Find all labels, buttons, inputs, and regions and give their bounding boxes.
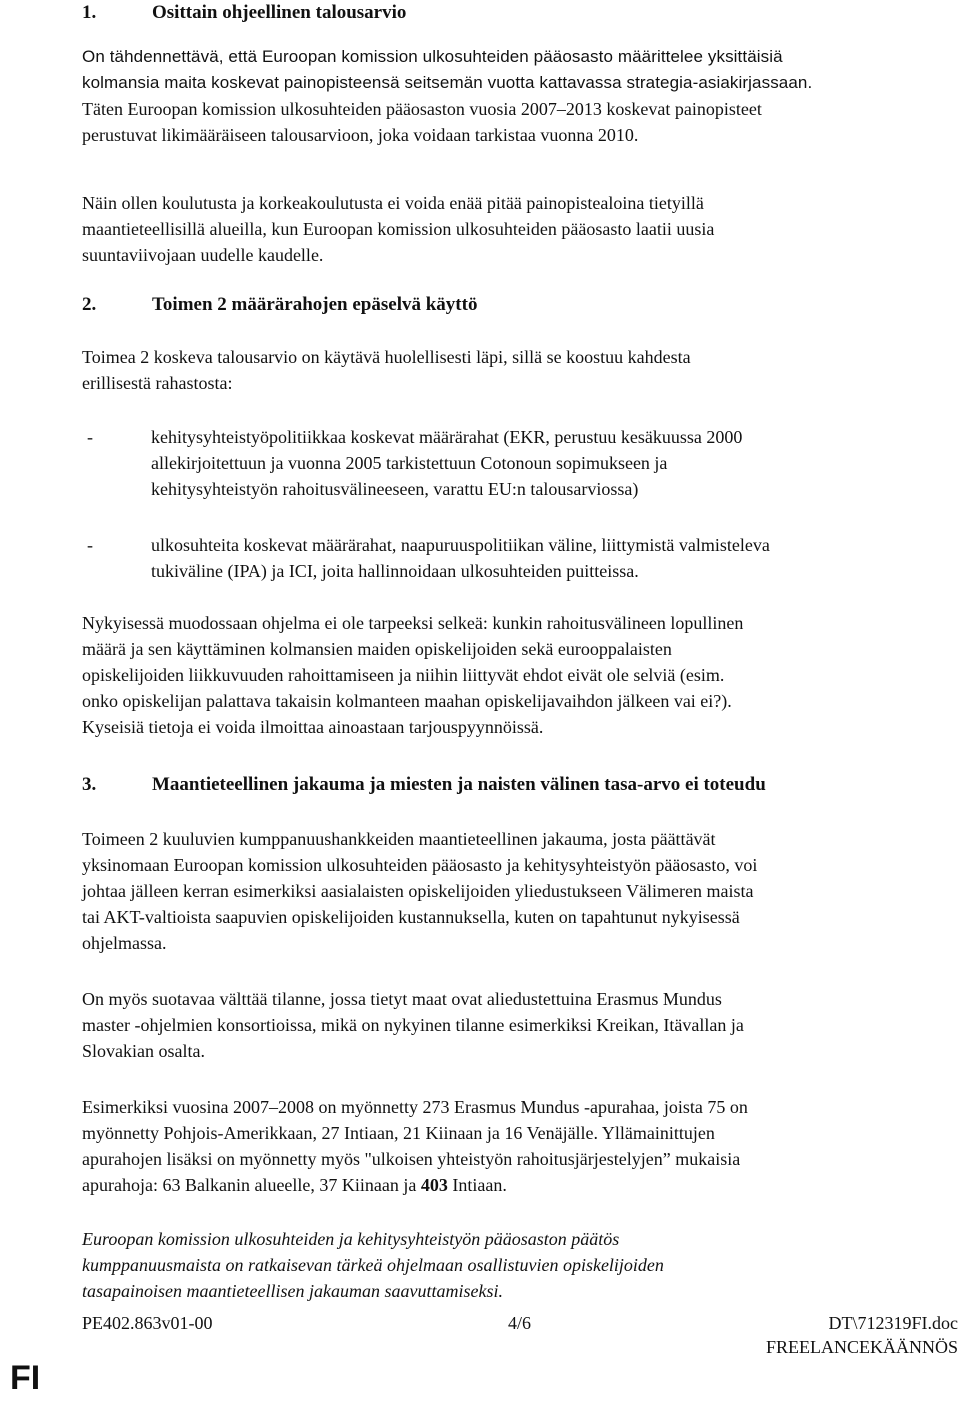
bullet-line: kehitysyhteistyöpolitiikkaa koskevat määrärahat (EKR, perustuu kesäkuussa 2000 [151,427,743,447]
section-3-heading [82,772,942,798]
section-3-paragraph-1 [82,826,757,956]
paragraph-line: kolmansia maita koskevat painopisteensä seitsemän vuotta kattavassa strategia-asiakirjassaan. [82,73,813,92]
language-code: FI [10,1359,41,1397]
paragraph-line: perustuvat likimääräiseen talousarvioon, joka voidaan tarkistaa vuonna 2010. [82,125,639,145]
paragraph-line: Slovakian osalta. [82,1041,205,1061]
section-1-paragraph-2 [82,190,714,268]
paragraph-line: tasapainoisen maantieteellisen jakauman saavuttamiseksi. [82,1281,503,1301]
section-1-heading [82,0,942,26]
section-2-intro [82,344,691,396]
paragraph-line: Kyseisiä tietoja ei voida ilmoittaa ainoastaan tarjouspyynnöissä. [82,717,544,737]
footer-page-number: 4/6 [508,1313,532,1333]
paragraph-line: määrä ja sen käyttäminen kolmansien maiden opiskelijoiden sekä eurooppalaisten [82,639,672,659]
footer-document-ref: PE402.863v01-00 [82,1313,213,1333]
bullet-line: tukiväline (IPA) ja ICI, joita hallinnoidaan ulkosuhteiden puitteissa. [151,561,639,581]
paragraph-line: Täten Euroopan komission ulkosuhteiden pääosaston vuosia 2007–2013 koskevat painopisteet [82,99,762,119]
line-text: apurahoja: 63 Balkanin alueelle, 37 Kiinaan ja [82,1175,421,1195]
paragraph-line: Euroopan komission ulkosuhteiden ja kehitysyhteistyön pääosaston päätös [82,1229,620,1249]
section-1-number: 1. [82,2,97,23]
section-1-paragraph-1 [82,44,812,148]
paragraph-line: On tähdennettävä, että Euroopan komission ulkosuhteiden pääosasto määrittelee yksittäisiä [82,47,783,66]
bullet-line: kehitysyhteistyön rahoitusvälineeseen, varattu EU:n talousarviossa) [151,479,639,499]
paragraph-line-mixed [82,1172,748,1198]
section-3-paragraph-2 [82,986,744,1064]
paragraph-line: master -ohjelmien konsortioissa, mikä on nykyinen tilanne esimerkiksi Kreikan, Itävallan ja [82,1015,744,1035]
section-2-number: 2. [82,294,97,315]
paragraph-line: johtaa jälleen kerran esimerkiksi aasialaisten opiskelijoiden yliedustukseen Välimeren maista [82,881,754,901]
footer-translation-label: FREELANCEKÄÄNNÖS [765,1337,958,1357]
paragraph-line: opiskelijoiden liikkuvuuden rahoittamiseen ja niihin liittyvät ehdot eivät ole selviä (esim. [82,665,725,685]
paragraph-line: maantieteellisillä alueilla, kun Euroopan komission ulkosuhteiden pääosasto laatii uusia [82,219,715,239]
paragraph-line: Toimea 2 koskeva talousarvio on käytävä huolellisesti läpi, sillä se koostuu kahdesta [82,347,691,367]
bullet-dash: - [87,535,93,555]
section-3-conclusion [82,1226,664,1304]
paragraph-line: yksinomaan Euroopan komission ulkosuhteiden pääosasto ja kehitysyhteistyön pääosasto, voi [82,855,758,875]
paragraph-line: On myös suotavaa välttää tilanne, jossa tietyt maat ovat aliedustettuina Erasmus Mundus [82,989,722,1009]
paragraph-line: onko opiskelijan palattava takaisin kolmanteen maahan opiskelijavaihdon jälkeen vai ei?). [82,691,732,711]
paragraph-line: Nykyisessä muodossaan ohjelma ei ole tarpeeksi selkeä: kunkin rahoitusvälineen lopullinen [82,613,744,633]
section-2-title: Toimen 2 määrärahojen epäselvä käyttö [152,294,478,315]
paragraph-line: Esimerkiksi vuosina 2007–2008 on myönnetty 273 Erasmus Mundus -apurahaa, joista 75 on [82,1097,748,1117]
bullet-item-1 [151,424,742,502]
section-2-heading [82,292,942,318]
paragraph-line: ohjelmassa. [82,933,167,953]
section-1-title: Osittain ohjeellinen talousarvio [152,2,407,23]
bullet-line: allekirjoitettuun ja vuonna 2005 tarkistettuun Cotonoun sopimukseen ja [151,453,668,473]
paragraph-line: Toimeen 2 kuuluvien kumppanuushankkeiden maantieteellinen jakauma, josta päättävät [82,829,716,849]
bullet-item-2 [151,532,770,584]
bold-number: 403 [420,1175,448,1195]
bullet-line: ulkosuhteita koskevat määrärahat, naapuruuspolitiikan väline, liittymistä valmisteleva [151,535,770,555]
section-3-title: Maantieteellinen jakauma ja miesten ja naisten välinen tasa-arvo ei toteudu [152,774,766,795]
paragraph-line: kumppanuusmaista on ratkaisevan tärkeä ohjelmaan osallistuvien opiskelijoiden [82,1255,664,1275]
paragraph-line: tai AKT-valtioista saapuvien opiskelijoiden kustannuksella, kuten on tapahtunut nykyisessä [82,907,740,927]
paragraph-line: erillisestä rahastosta: [82,373,233,393]
paragraph-line: apurahojen lisäksi on myönnetty myös "ulkoisen yhteistyön rahoitusjärjestelyjen” mukaisia [82,1149,741,1169]
paragraph-line: Näin ollen koulutusta ja korkeakoulutusta ei voida enää pitää painopistealoina tietyillä [82,193,704,213]
section-3-number: 3. [82,774,97,795]
paragraph-line: suuntaviivojaan uudelle kaudelle. [82,245,324,265]
paragraph-line: myönnetty Pohjois-Amerikkaan, 27 Intiaan, 21 Kiinaan ja 16 Venäjälle. Yllämainittujen [82,1123,715,1143]
bullet-dash: - [87,427,93,447]
line-text: Intiaan. [447,1175,507,1195]
section-2-paragraph [82,610,743,740]
section-3-paragraph-3 [82,1094,748,1198]
footer-file-name: DT\712319FI.doc [828,1313,958,1333]
